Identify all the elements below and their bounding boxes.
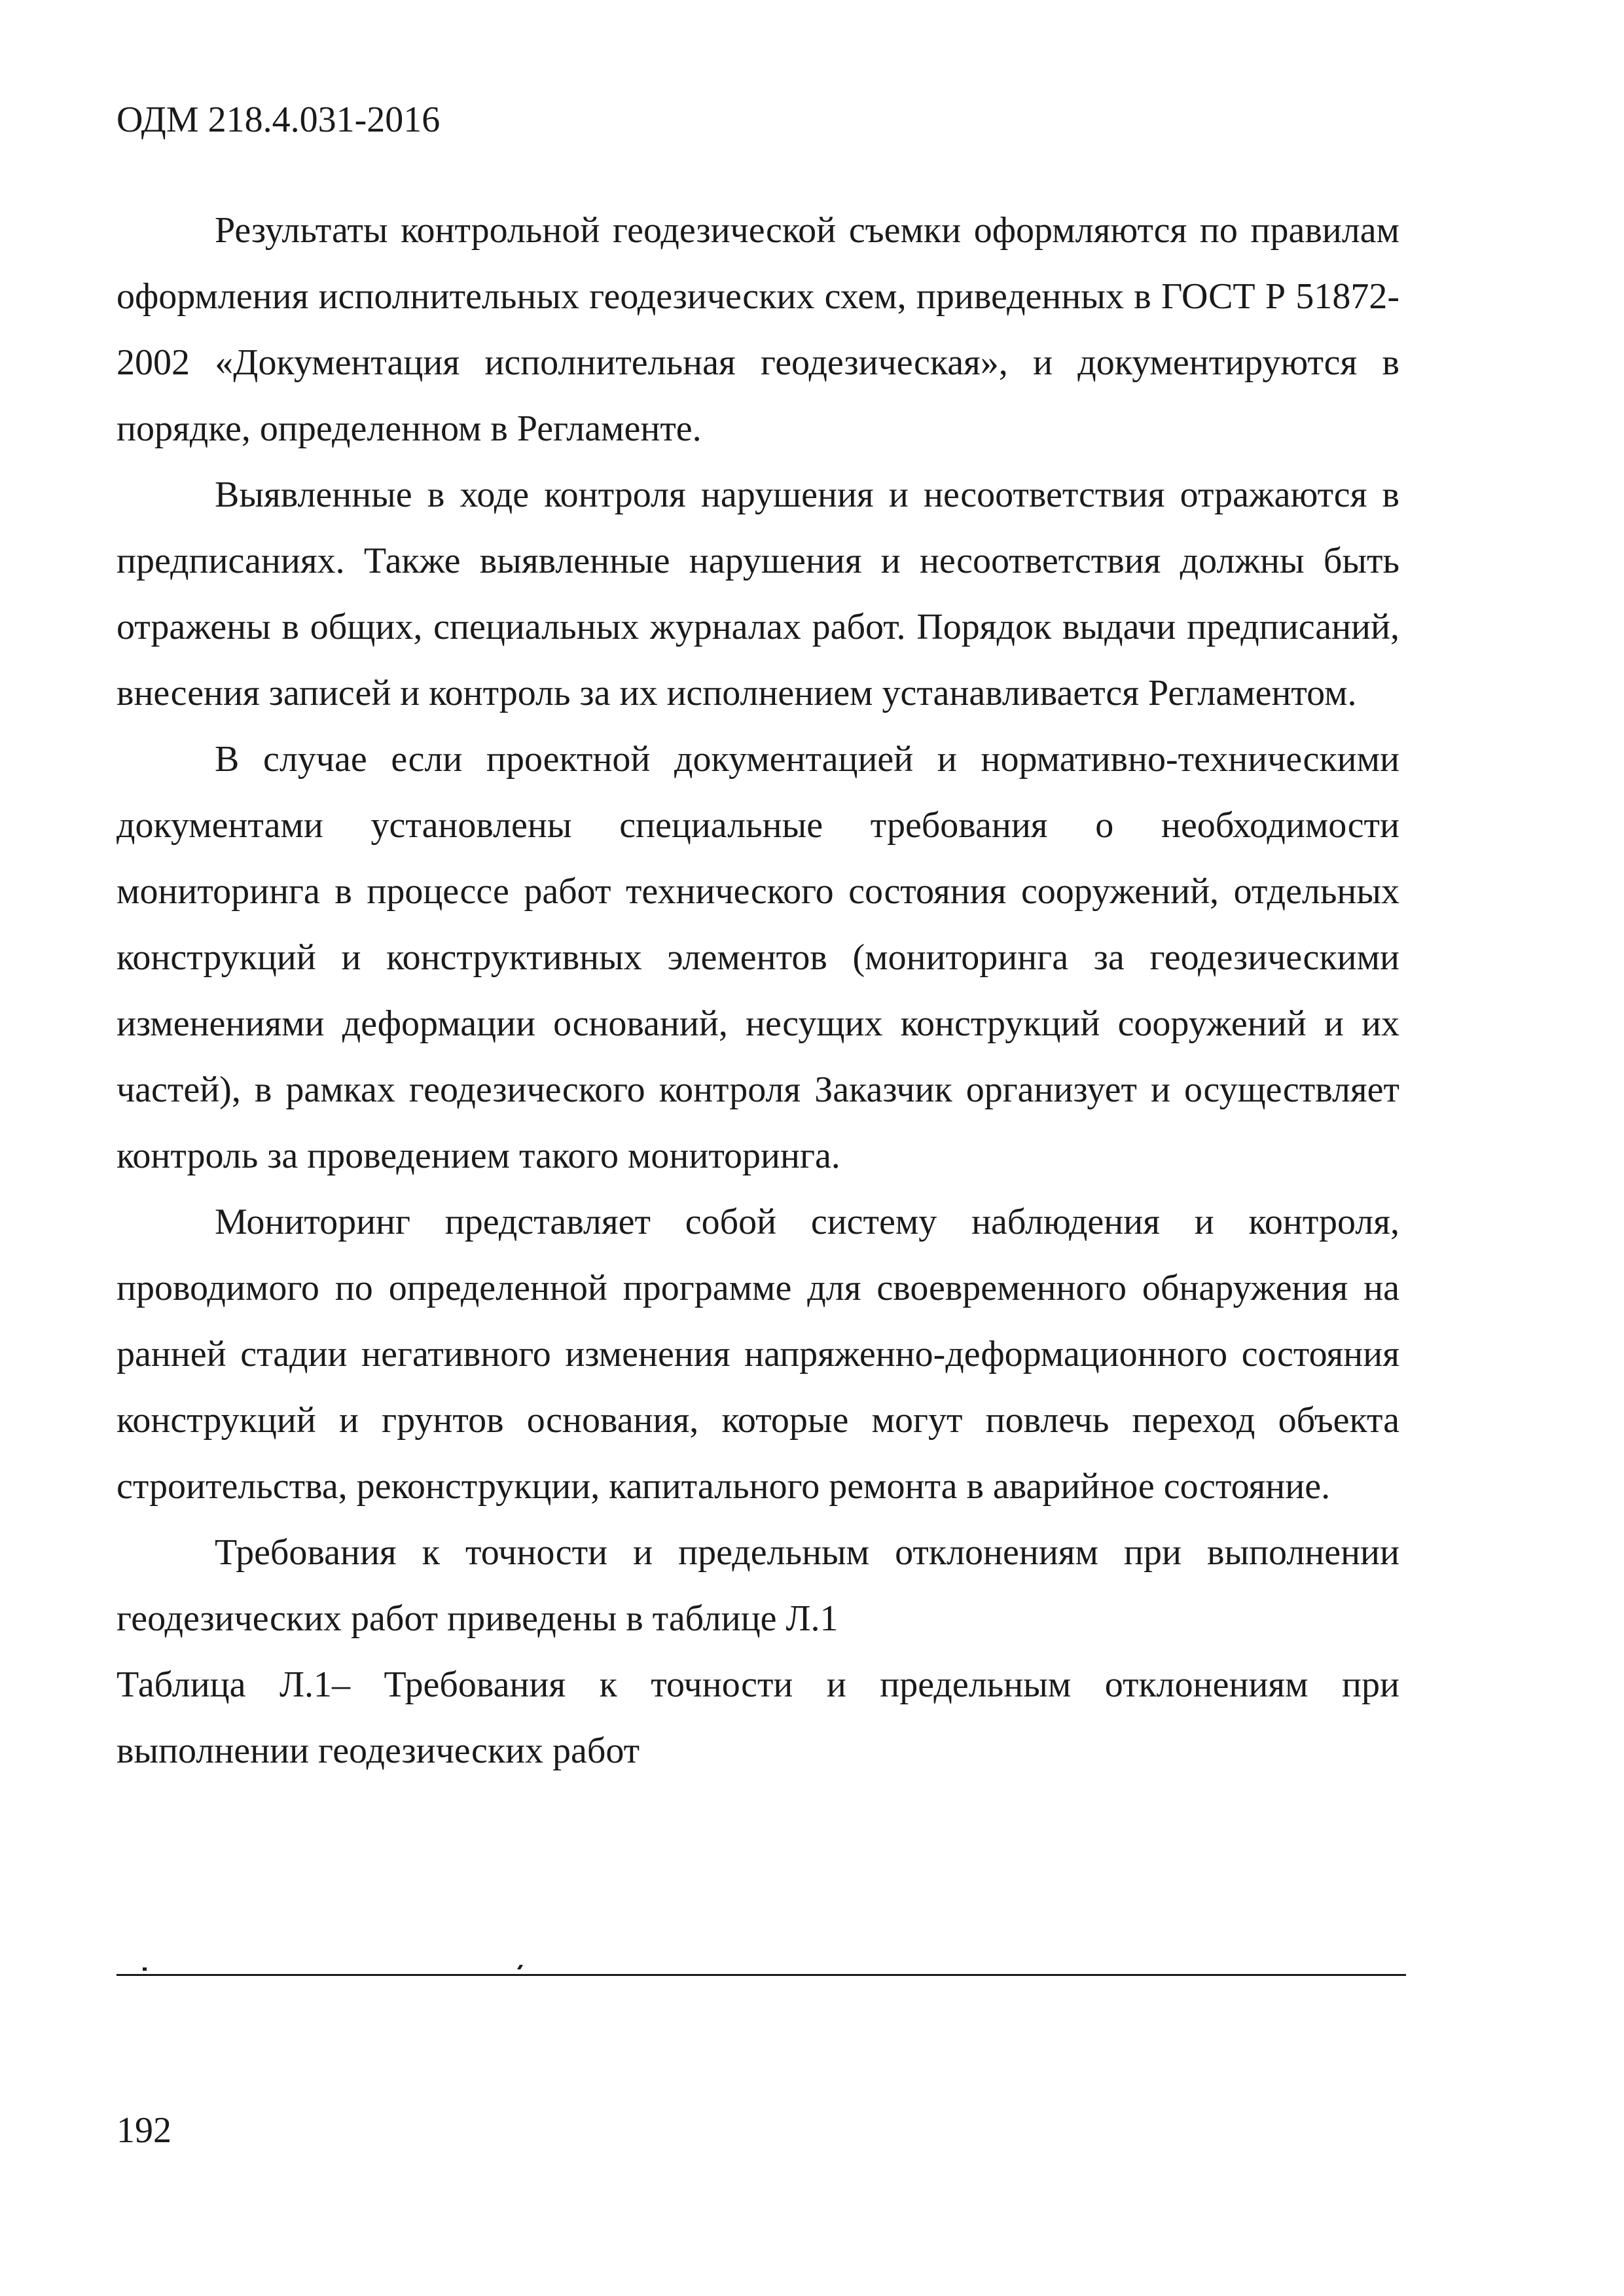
body-text <box>117 198 1399 1784</box>
scan-mark-left <box>143 1967 147 1971</box>
paragraph-accuracy-reference: Требования к точности и предельным отклонениям при выполнении геодезических работ приведены в таблице Л.1 <box>117 1532 1399 1639</box>
paragraph-monitoring-requirements: В случае если проектной документацией и нормативно-техническими документами установлены специальные требования о необходимости мониторинга в процессе работ технического состояния сооружений, отдельных конструкций и конструктивных элементов (мониторинга за геодезическими изменениями деформации оснований, несущих конструкций сооружений и их частей), в рамках геодезического контроля Заказчик организует и осуществляет контроль за проведением такого мониторинга. <box>117 739 1399 1176</box>
paragraph-survey-results: Результаты контрольной геодезической съемки оформляются по правилам оформления исполнительных геодезических схем, приведенных в ГОСТ Р 51872-2002 «Документация исполнительная геодезическая», и документируются в порядке, определенном в Регламенте. <box>117 210 1399 449</box>
paragraph-violations: Выявленные в ходе контроля нарушения и несоответствия отражаются в предписаниях. Также выявленные нарушения и несоответствия должны быть отражены в общих, специальных журналах работ. Порядок выдачи предписаний, внесения записей и контроль за их исполнением устанавливается Регламентом. <box>117 475 1399 713</box>
page-number: 192 <box>117 2110 171 2151</box>
paragraph-monitoring-definition: Мониторинг представляет собой систему наблюдения и контроля, проводимого по определенной программе для своевременного обнаружения на ранней стадии негативного изменения напряженно-деформационного состояния конструкций и грунтов основания, которые могут повлечь переход объекта строительства, реконструкции, капитального ремонта в аварийное состояние. <box>117 1202 1399 1507</box>
scan-mark-middle <box>517 1965 523 1969</box>
document-code-header: ОДМ 218.4.031-2016 <box>117 99 441 140</box>
table-top-border <box>117 1974 1406 1976</box>
table-caption: Таблица Л.1– Требования к точности и предельным отклонениям при выполнении геодезических работ <box>117 1664 1399 1771</box>
